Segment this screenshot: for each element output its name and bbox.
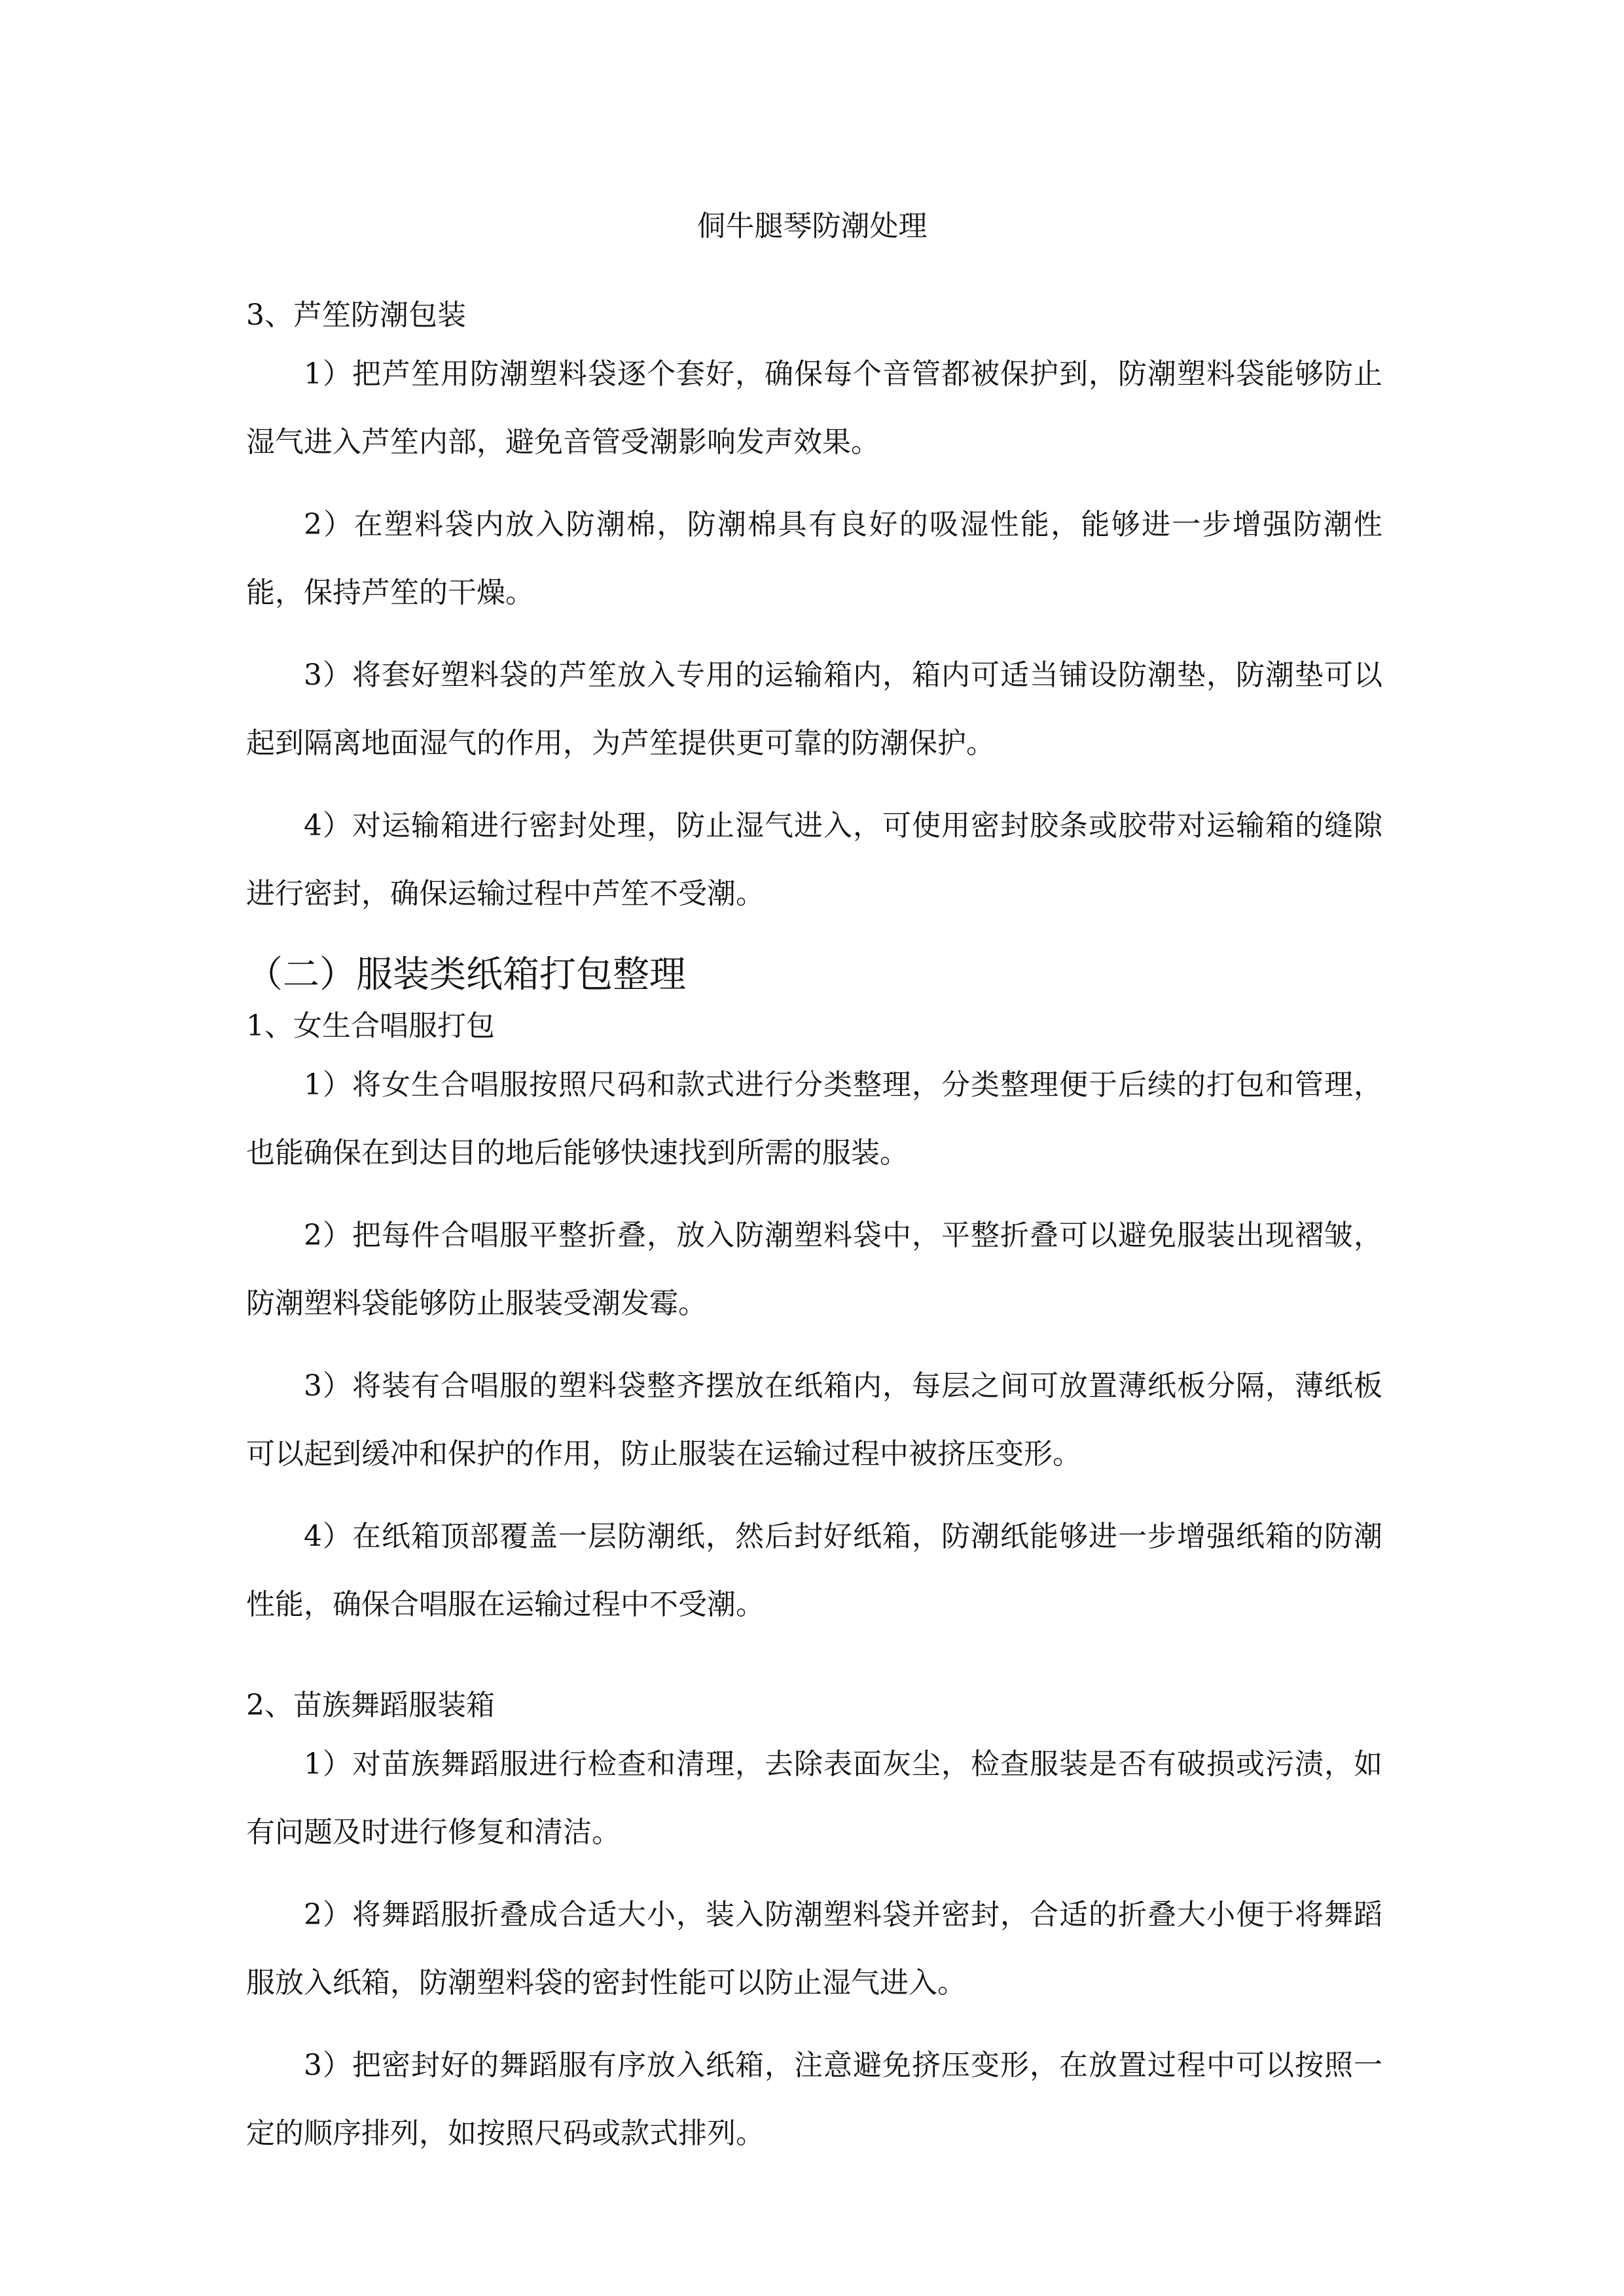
paragraph: 1）对苗族舞蹈服进行检查和清理，去除表面灰尘，检查服装是否有破损或污渍，如有问题及时进行修复和清洁。 [246,1748,1382,1849]
section-heading-miao-dance: 2、苗族舞蹈服装箱 [246,1689,495,1722]
paragraph: 3）将套好塑料袋的芦笙放入专用的运输箱内，箱内可适当铺设防潮垫，防潮垫可以起到隔离地面湿气的作用，为芦笙提供更可靠的防潮保护。 [246,658,1382,760]
document-body [246,296,1382,2168]
paragraph: 4）对运输箱进行密封处理，防止湿气进入，可使用密封胶条或胶带对运输箱的缝隙进行密封，确保运输过程中芦笙不受潮。 [246,809,1382,910]
section-heading-sheng: 3、芦笙防潮包装 [246,298,466,332]
paragraph: 3）将装有合唱服的塑料袋整齐摆放在纸箱内，每层之间可放置薄纸板分隔，薄纸板可以起到缓冲和保护的作用，防止服装在运输过程中被挤压变形。 [246,1369,1382,1471]
paragraph: 4）在纸箱顶部覆盖一层防潮纸，然后封好纸箱，防潮纸能够进一步增强纸箱的防潮性能，确保合唱服在运输过程中不受潮。 [246,1520,1382,1621]
paragraph: 2）在塑料袋内放入防潮棉，防潮棉具有良好的吸湿性能，能够进一步增强防潮性能，保持芦笙的干燥。 [246,508,1382,609]
paragraph: 2）将舞蹈服折叠成合适大小，装入防潮塑料袋并密封，合适的折叠大小便于将舞蹈服放入纸箱，防潮塑料袋的密封性能可以防止湿气进入。 [246,1898,1382,2000]
page-title: 侗牛腿琴防潮处理 [696,209,928,243]
paragraph: 3）把密封好的舞蹈服有序放入纸箱，注意避免挤压变形，在放置过程中可以按照一定的顺序排列，如按照尺码或款式排列。 [246,2049,1382,2150]
paragraph: 1）将女生合唱服按照尺码和款式进行分类整理，分类整理便于后续的打包和管理，也能确保在到达目的地后能够快速找到所需的服装。 [246,1068,1382,1170]
section-heading-choir: 1、女生合唱服打包 [246,1009,495,1043]
paragraph: 1）把芦笙用防潮塑料袋逐个套好，确保每个音管都被保护到，防潮塑料袋能够防止湿气进入芦笙内部，避免音管受潮影响发声效果。 [246,357,1382,459]
chapter-heading: （二）服装类纸箱打包整理 [246,954,686,996]
paragraph: 2）把每件合唱服平整折叠，放入防潮塑料袋中，平整折叠可以避免服装出现褶皱，防潮塑料袋能够防止服装受潮发霉。 [246,1219,1382,1320]
